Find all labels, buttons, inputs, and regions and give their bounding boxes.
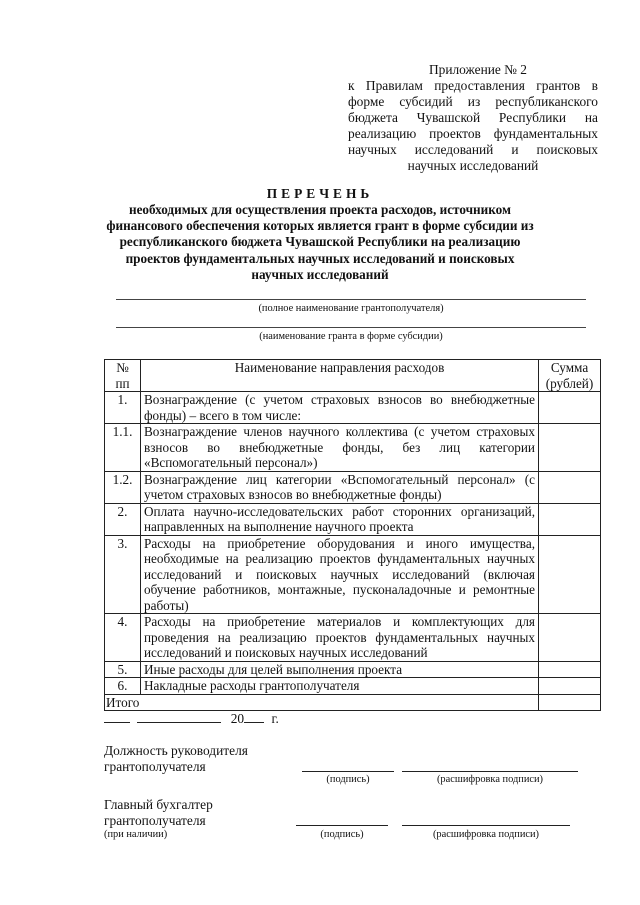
year-blank[interactable] — [244, 710, 264, 723]
table-row — [105, 392, 601, 424]
row-name: Расходы на приобретение материалов и комплектующих для проведения на реализацию проектов фундаментальных научных исследований и поисковых научных исследований — [141, 614, 539, 662]
row-name: Вознаграждение лиц категории «Вспомогательный персонал» (с учетом страховых взносов во внебюджетные фонды) — [141, 471, 539, 503]
grant-caption: (наименование гранта в форме субсидии) — [259, 331, 443, 342]
accountant-sign-line[interactable] — [296, 825, 388, 826]
row-name: Расходы на приобретение оборудования и иного имущества, необходимые на реализацию проектов фундаментальных научных исследований и поисковых научных исследований (включая обучение работников, монтажные, пусконаладочные и ремонтные работы) — [141, 535, 539, 614]
month-blank[interactable] — [137, 710, 221, 723]
header-sum: Сумма (рублей) — [539, 360, 601, 392]
row-name: Накладные расходы грантополучателя — [141, 678, 539, 695]
head-sign-caption: (подпись) — [326, 774, 370, 785]
row-num: 6. — [105, 678, 141, 695]
appendix-number: Приложение № 2 — [428, 62, 528, 77]
grantee-caption: (полное наименование грантополучателя) — [258, 303, 444, 314]
row-sum-cell[interactable] — [539, 424, 601, 472]
table-row — [105, 503, 601, 535]
row-sum-cell[interactable] — [539, 614, 601, 662]
row-name: Вознаграждение членов научного коллектива (с учетом страховых взносов во внебюджетные фонды, без лиц категории «Вспомогательный персонал») — [141, 424, 539, 472]
head-sign-line[interactable] — [302, 771, 394, 772]
row-name: Оплата научно-исследовательских работ сторонних организаций, направленных на выполнение научного проекта — [141, 503, 539, 535]
appendix-block — [348, 62, 598, 174]
head-decode-line[interactable] — [402, 771, 578, 772]
row-num: 3. — [105, 535, 141, 614]
table-row — [105, 535, 601, 614]
grant-fill-line — [116, 327, 586, 328]
row-name: Вознаграждение (с учетом страховых взносов во внебюджетные фонды) – всего в том числе: — [141, 392, 539, 424]
row-num: 4. — [105, 614, 141, 662]
year-suffix: г. — [271, 711, 279, 726]
expenses-table — [104, 359, 601, 711]
table-row — [105, 661, 601, 678]
row-sum-cell[interactable] — [539, 503, 601, 535]
row-num: 5. — [105, 661, 141, 678]
table-header-row — [105, 360, 601, 392]
row-sum-cell[interactable] — [539, 678, 601, 695]
accountant-decode-caption: (расшифровка подписи) — [432, 829, 540, 840]
date-line — [104, 710, 279, 727]
day-blank[interactable] — [104, 710, 130, 723]
total-label: Итого — [105, 694, 539, 711]
row-num: 1.2. — [105, 471, 141, 503]
header-name: Наименование направления расходов — [141, 360, 539, 392]
year-prefix: 20 — [230, 711, 245, 726]
document-subtitle: необходимых для осуществления проекта расходов, источником финансового обеспечения которых является грант в форме субсидии из республиканского бюджета Чувашской Республики на реализацию проектов фундаментальных научных исследований и поисковых научных исследований — [106, 202, 534, 282]
header-num: № пп — [105, 360, 141, 392]
row-sum-cell[interactable] — [539, 392, 601, 424]
head-decode-caption: (расшифровка подписи) — [436, 774, 544, 785]
row-num: 2. — [105, 503, 141, 535]
accountant-note: (при наличии) — [104, 829, 168, 840]
table-row — [105, 614, 601, 662]
head-signature-label: Должность руководителя грантополучателя — [104, 743, 248, 774]
row-name: Иные расходы для целей выполнения проекта — [141, 661, 539, 678]
total-row — [105, 694, 601, 711]
grantee-fill-line — [116, 299, 586, 300]
appendix-text: к Правилам предоставления грантов в форме субсидий из республиканского бюджета Чувашской Республики на реализацию проектов фундаментальных научных исследований и поисковых научных исследований — [348, 78, 598, 173]
table-row — [105, 424, 601, 472]
row-num: 1.1. — [105, 424, 141, 472]
accountant-signature-label: Главный бухгалтер грантополучателя — [104, 797, 213, 828]
row-num: 1. — [105, 392, 141, 424]
row-sum-cell[interactable] — [539, 471, 601, 503]
table-row — [105, 678, 601, 695]
table-row — [105, 471, 601, 503]
row-sum-cell[interactable] — [539, 661, 601, 678]
total-sum-cell[interactable] — [539, 694, 601, 711]
accountant-decode-line[interactable] — [402, 825, 570, 826]
document-title: ПЕРЕЧЕНЬ — [266, 186, 374, 201]
row-sum-cell[interactable] — [539, 535, 601, 614]
accountant-sign-caption: (подпись) — [320, 829, 364, 840]
